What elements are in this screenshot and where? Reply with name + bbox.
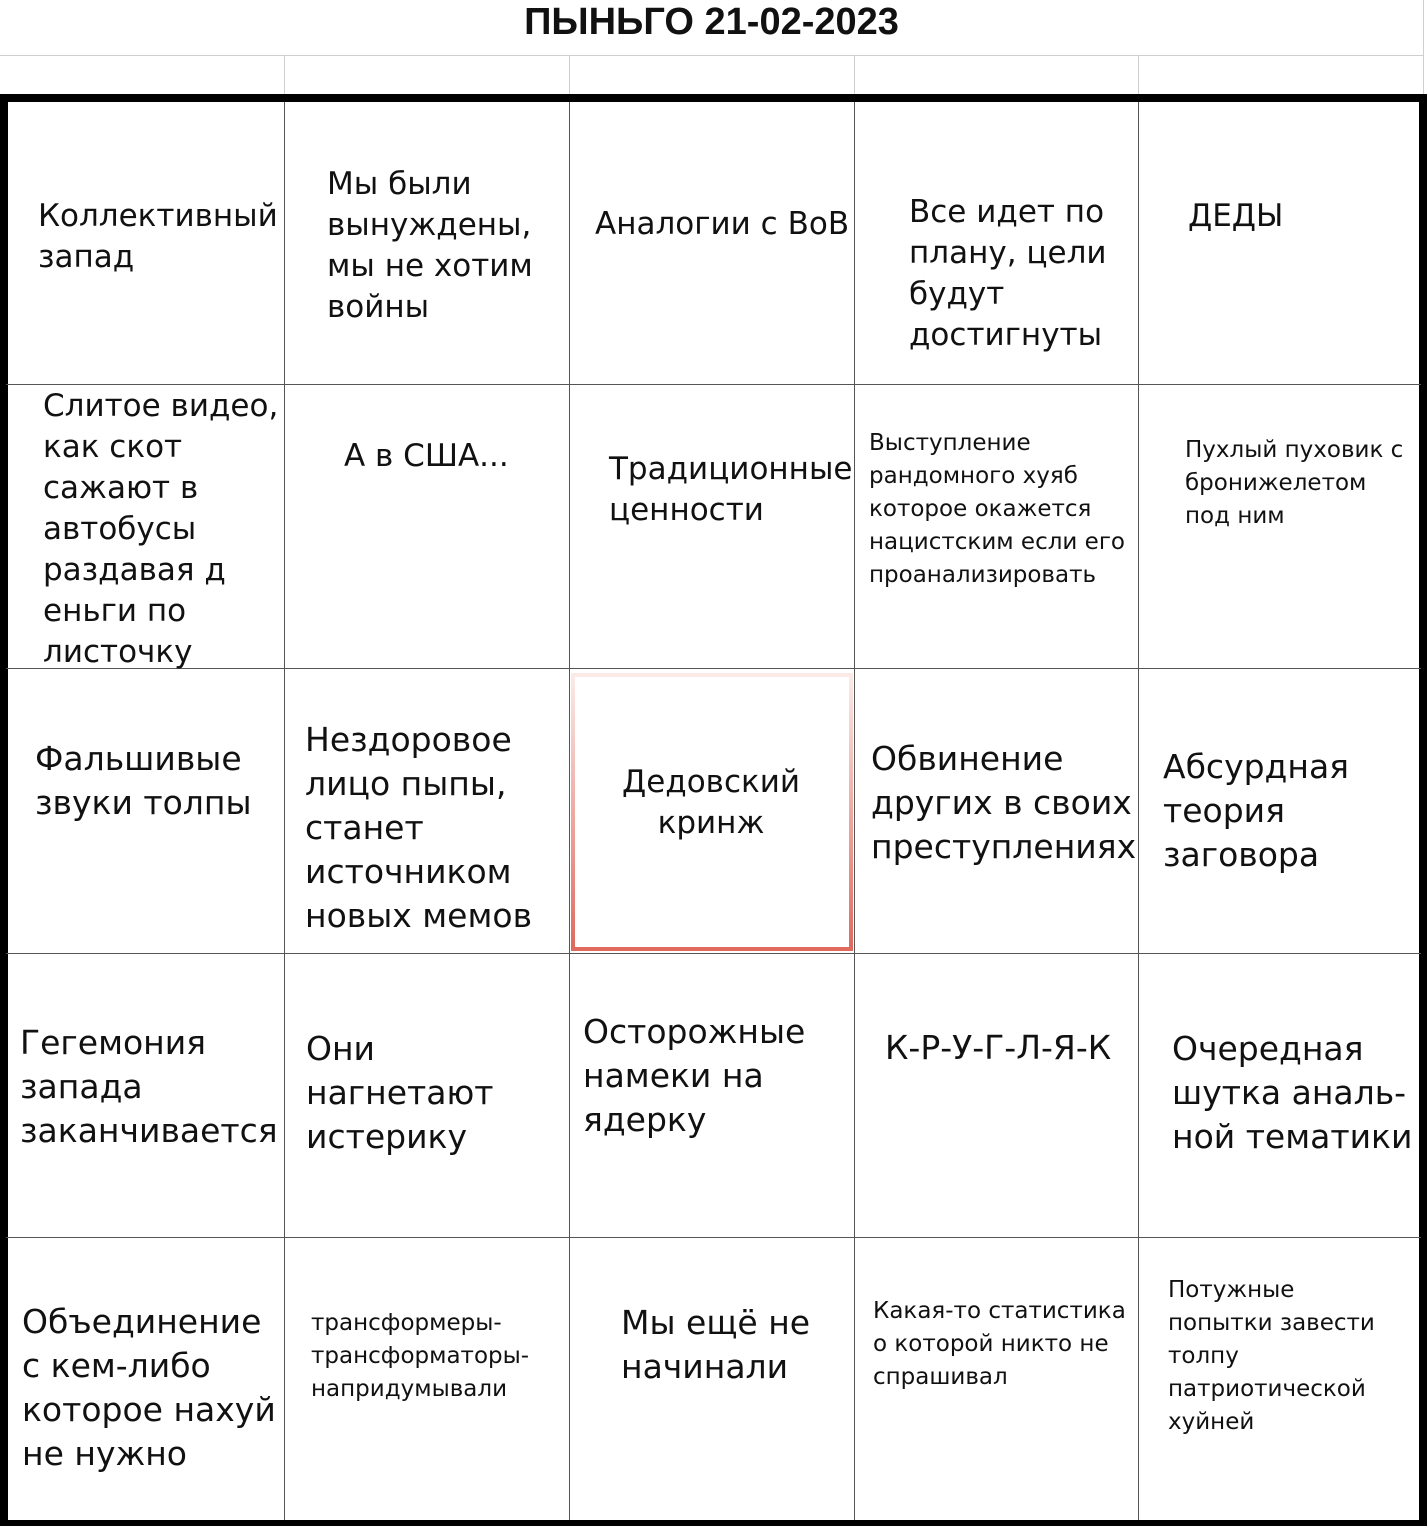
bingo-cell[interactable]: Они нагнетают истерику bbox=[306, 1029, 494, 1156]
page-title: ПЫНЬГО 21-02-2023 bbox=[0, 0, 1424, 56]
bingo-cell[interactable]: Пухлый пуховик с бронижелетом под ним bbox=[1185, 437, 1404, 529]
bingo-cell[interactable]: Коллективный запад bbox=[38, 198, 278, 275]
bingo-cell[interactable]: Осторожные намеки на ядерку bbox=[583, 1012, 806, 1139]
bingo-cell[interactable]: ДЕДЫ bbox=[1188, 198, 1284, 234]
bingo-cell[interactable]: Очередная шутка аналь-ной тематики bbox=[1172, 1029, 1413, 1156]
grid-divider bbox=[6, 1237, 1421, 1238]
header-strip-cell bbox=[855, 56, 1139, 96]
grid-divider bbox=[569, 102, 570, 1520]
header-strip-cell bbox=[285, 56, 570, 96]
bingo-cell[interactable]: А в США... bbox=[344, 438, 509, 474]
bingo-cell[interactable]: Гегемония запада заканчивается bbox=[20, 1023, 278, 1150]
bingo-cell[interactable]: Выступление рандомного хуяб которое окажется нацистским если его проанализировать bbox=[869, 430, 1125, 588]
bingo-cell[interactable]: Обвинение других в своих преступлениях bbox=[871, 739, 1137, 866]
bingo-cell[interactable]: Аналогии с ВоВ bbox=[595, 206, 850, 242]
bingo-cell[interactable]: Объединение с кем-либо которое нахуй не нужно bbox=[22, 1302, 276, 1473]
bingo-cell[interactable]: Традиционные ценности bbox=[609, 451, 853, 528]
header-strip-cell bbox=[0, 56, 285, 96]
bingo-cell[interactable]: Фальшивые звуки толпы bbox=[35, 739, 252, 822]
header-strip-cell bbox=[570, 56, 855, 96]
bingo-cell[interactable]: Абсурдная теория заговора bbox=[1163, 747, 1350, 874]
header-strip-cell bbox=[1139, 56, 1424, 96]
grid-divider bbox=[6, 384, 1421, 385]
bingo-cell[interactable]: Слитое видео, как скот сажают в автобусы раздавая д еньги по листочку bbox=[43, 388, 279, 670]
bingo-cell[interactable]: Все идет по плану, цели будут достигнуты bbox=[909, 194, 1107, 353]
grid-divider bbox=[854, 102, 855, 1520]
bingo-cell[interactable]: Мы были вынуждены, мы не хотим войны bbox=[327, 166, 533, 325]
grid-divider bbox=[284, 102, 285, 1520]
bingo-cell[interactable]: Нездоровое лицо пыпы, станет источником новых мемов bbox=[305, 720, 533, 935]
grid-divider bbox=[1138, 102, 1139, 1520]
bingo-cell[interactable]: Какая-то статистика о которой никто не спрашивал bbox=[873, 1298, 1126, 1390]
bingo-cell[interactable]: Потужные попытки завести толпу патриотической хуйней bbox=[1168, 1277, 1375, 1435]
grid-divider bbox=[6, 953, 1421, 954]
bingo-cell[interactable]: Дедовский кринж bbox=[621, 764, 801, 841]
bingo-cell[interactable]: трансформеры-трансформаторы-напридумывали bbox=[311, 1310, 530, 1402]
bingo-cell[interactable]: К-Р-У-Г-Л-Я-К bbox=[885, 1028, 1112, 1067]
bingo-cell[interactable]: Мы ещё не начинали bbox=[621, 1303, 811, 1386]
